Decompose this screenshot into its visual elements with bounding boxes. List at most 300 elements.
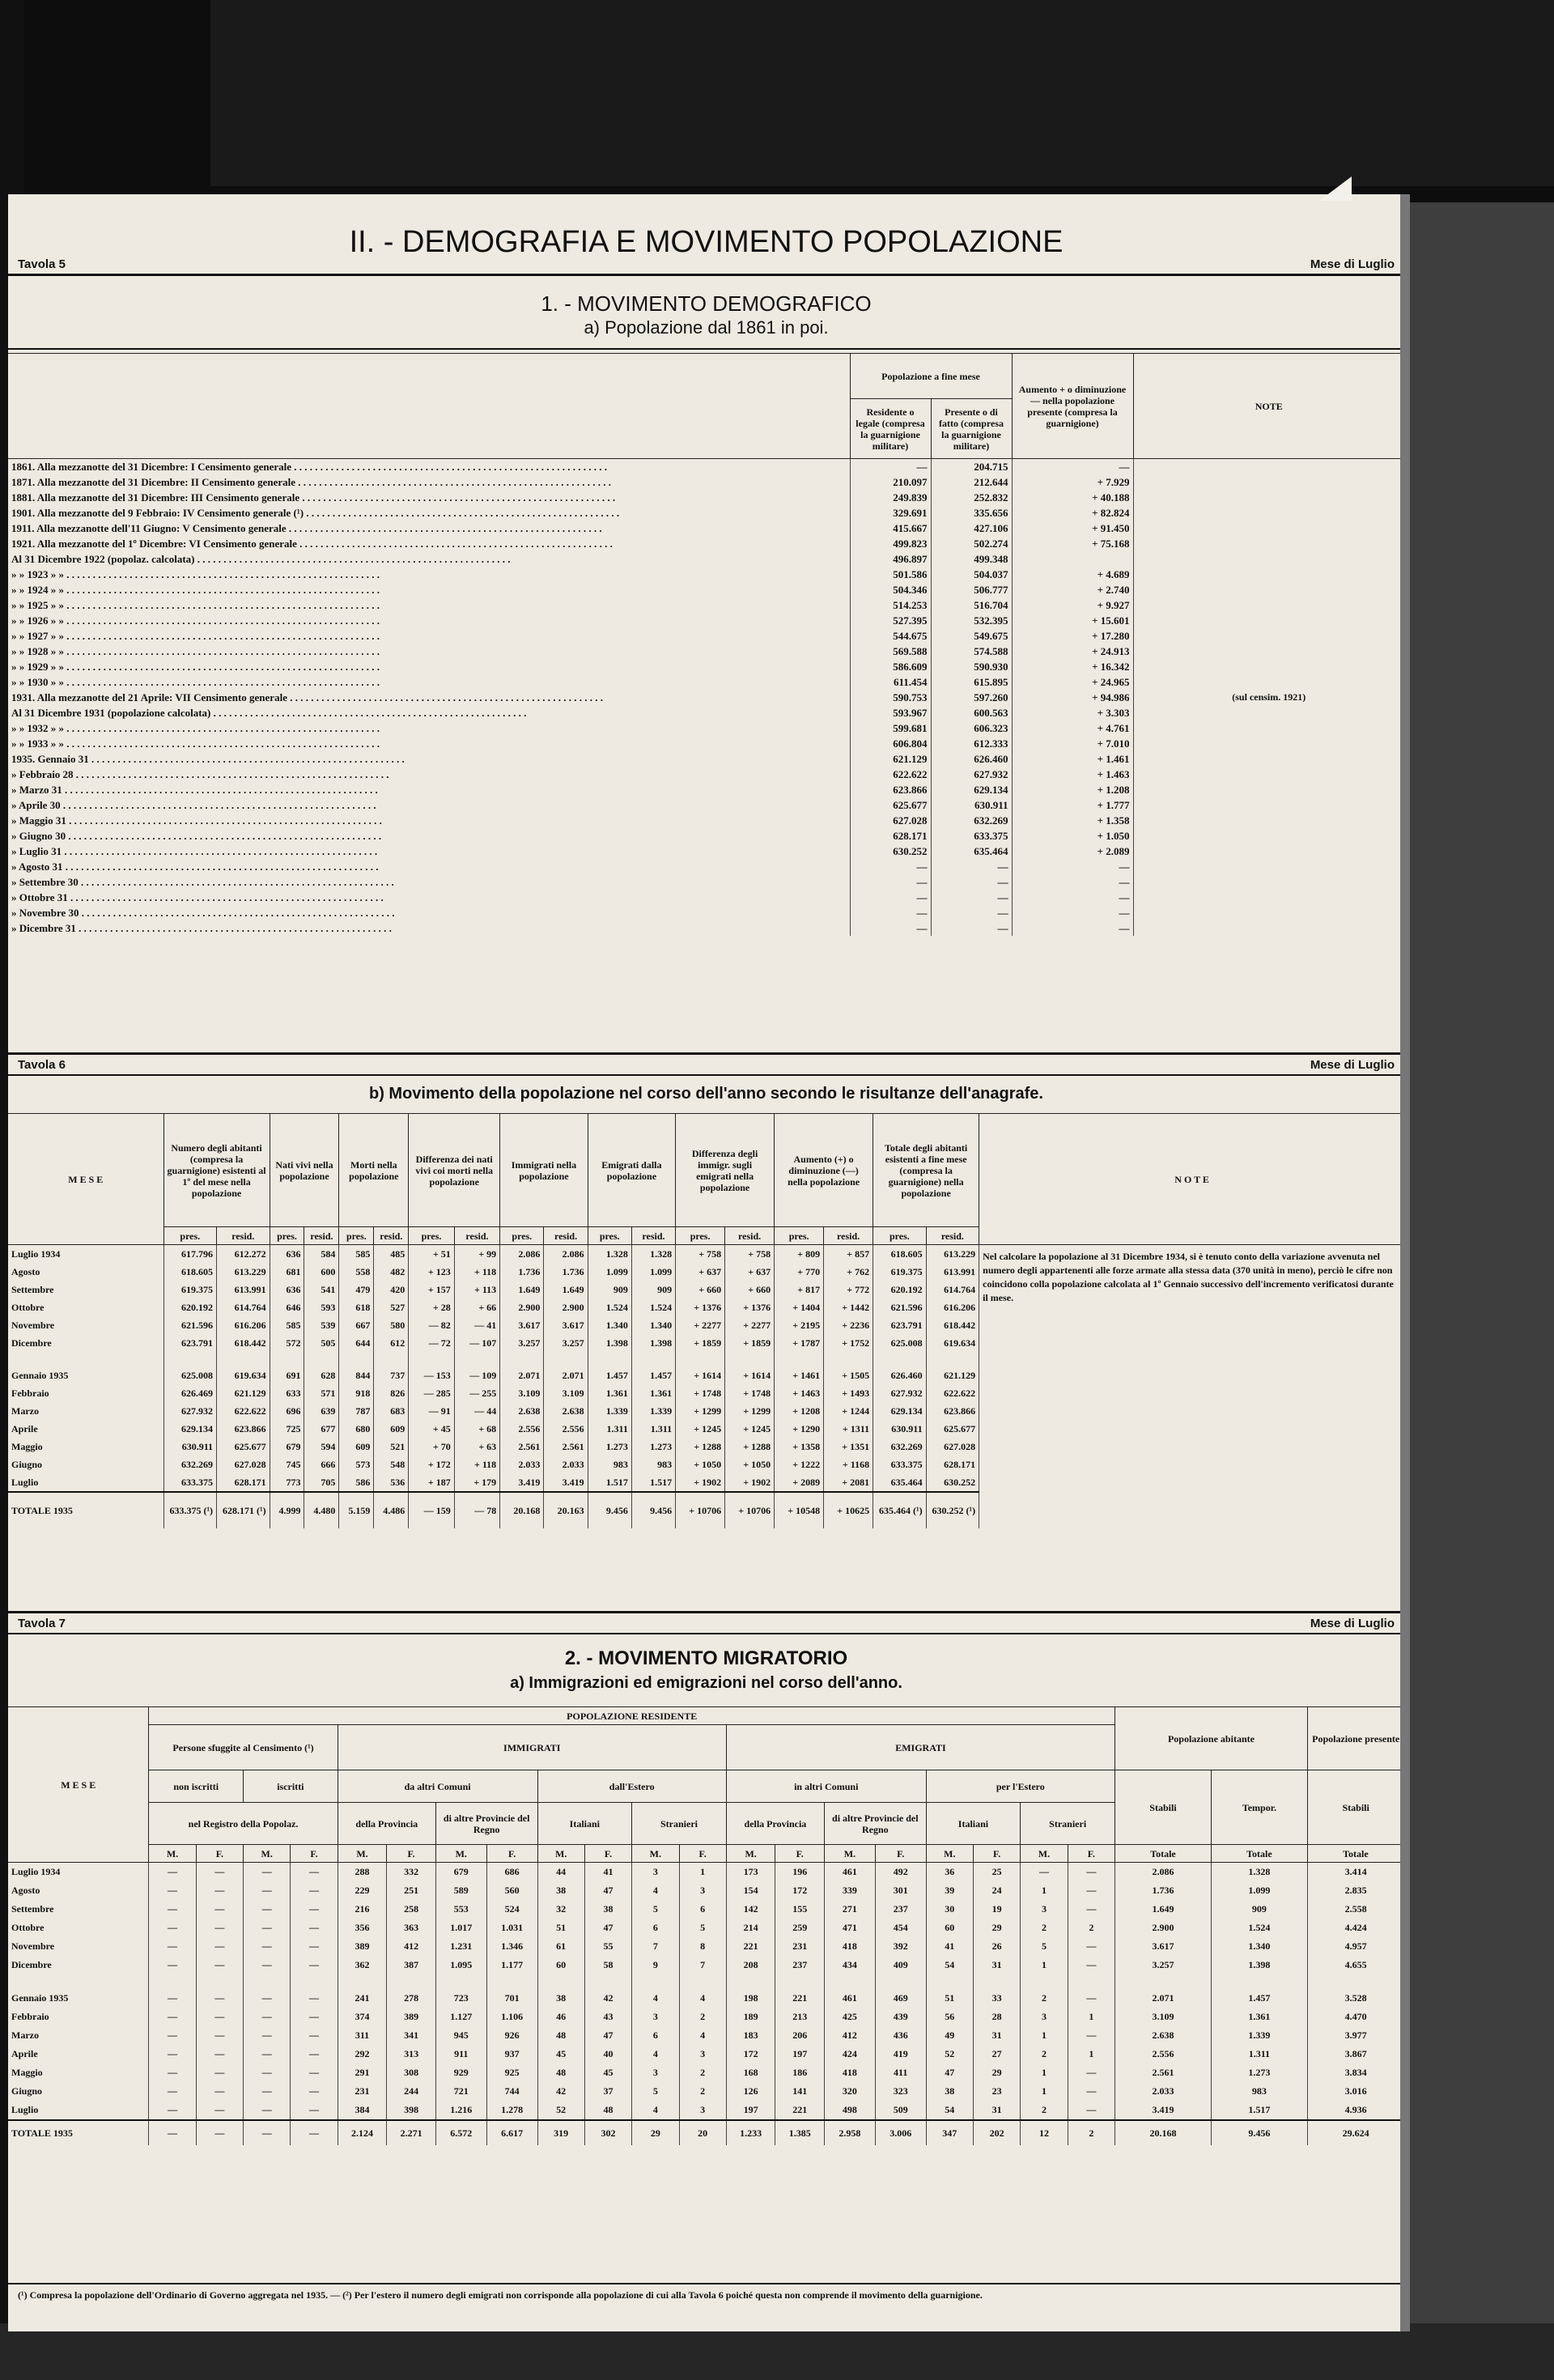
t3-f-header: F. — [196, 1845, 243, 1863]
t1-residente-cell: 329.691 — [850, 505, 931, 521]
t1-aumento-cell: + 24.965 — [1012, 674, 1133, 690]
t3-data-cell: 4 — [632, 1881, 679, 1900]
t3-data-cell: 126 — [726, 2082, 775, 2101]
t3-data-cell — [824, 1974, 875, 1989]
t2-sub-pres: pres. — [500, 1227, 544, 1245]
t3-data-cell: 292 — [338, 2045, 387, 2063]
t2-data-cell — [775, 1352, 824, 1366]
t3-data-cell: 38 — [584, 1900, 631, 1919]
t3-total-cell: 1.385 — [775, 2120, 825, 2145]
t3-data-cell: — — [1068, 2082, 1115, 2101]
t2-data-cell: 548 — [374, 1456, 409, 1473]
t3-data-cell: — — [244, 2101, 291, 2120]
t2-data-cell: 1.524 — [631, 1298, 675, 1316]
t3-data-cell: 41 — [584, 1863, 631, 1882]
t3-data-cell: 197 — [775, 2045, 825, 2063]
t3-data-cell: 454 — [875, 1919, 926, 1937]
t3-data-cell: 271 — [824, 1900, 875, 1919]
t1-label-cell: Al 31 Dicembre 1922 (popolaz. calcolata) . . . . . . . . . . . . . . . . . . . . . . . . . . . . . . . . . . . . . . . . . . . . . . . . . . . . . . . . . . . . — [11, 553, 511, 565]
t1-note-cell — [1133, 705, 1404, 720]
t2-data-cell: 619.375 — [163, 1281, 217, 1298]
t3-data-cell: 51 — [537, 1919, 584, 1937]
t2-data-cell: 2.900 — [544, 1298, 588, 1316]
t3-mese-cell: Novembre — [11, 1940, 55, 1952]
t2-data-cell: 623.791 — [873, 1316, 927, 1334]
t3-pop-residente-header: POPOLAZIONE RESIDENTE — [149, 1707, 1115, 1725]
t2-data-cell: 618.605 — [873, 1245, 927, 1264]
t2-data-cell: 622.622 — [217, 1402, 270, 1420]
t3-data-cell: 553 — [435, 1900, 486, 1919]
t3-data-cell: 3.834 — [1307, 2063, 1403, 2082]
t3-data-cell: 42 — [537, 2082, 584, 2101]
t1-label-cell: » Novembre 30 . . . . . . . . . . . . . . . . . . . . . . . . . . . . . . . . . . . . . . . . . . . . . . . . . . . . . . . . . . . . — [11, 907, 395, 919]
t2-mese-cell: Luglio 1934 — [11, 1248, 61, 1260]
t2-data-cell: — 107 — [454, 1334, 499, 1352]
t3-data-cell: 38 — [926, 2082, 973, 2101]
t1-label-cell: » » 1932 » » . . . . . . . . . . . . . . . . . . . . . . . . . . . . . . . . . . . . . . . . . . . . . . . . . . . . . . . . . . . . — [11, 722, 380, 734]
t2-mese-header: M E S E — [8, 1114, 163, 1245]
t1-presente-cell: 499.348 — [931, 551, 1012, 567]
t2-data-cell: 1.339 — [588, 1402, 631, 1420]
table-row — [8, 1989, 1404, 2008]
t3-data-cell: 8 — [679, 1937, 726, 1956]
t2-data-cell: + 1752 — [824, 1334, 873, 1352]
tavola7-rule2 — [8, 1633, 1404, 1634]
t2-total-cell: 9.456 — [588, 1492, 631, 1528]
t3-data-cell: 33 — [973, 1989, 1020, 2008]
t3-mese-header: M E S E — [8, 1707, 149, 1863]
t2-data-cell: + 1859 — [725, 1334, 775, 1352]
t3-mese-cell: Ottobre — [11, 1922, 45, 1933]
document-page — [8, 194, 1404, 2331]
t3-data-cell: 1.216 — [435, 2101, 486, 2120]
t2-data-cell: 636 — [270, 1245, 304, 1264]
t2-sub-pres: pres. — [676, 1227, 725, 1245]
t1-presente-cell: — — [931, 905, 1012, 920]
t3-f-header: F. — [486, 1845, 537, 1863]
t3-data-cell: 509 — [875, 2101, 926, 2120]
t3-data-cell: — — [291, 1919, 338, 1937]
t2-mese-cell — [8, 1352, 163, 1366]
t1-note-cell — [1133, 659, 1404, 674]
t2-data-cell: 633 — [270, 1384, 304, 1402]
t3-data-cell: 172 — [775, 1881, 825, 1900]
t1-aumento-cell: + 82.824 — [1012, 505, 1133, 521]
t1-presente-cell: 504.037 — [931, 567, 1012, 582]
t2-data-cell: 1.311 — [631, 1420, 675, 1438]
t3-data-cell: 208 — [726, 1956, 775, 1974]
t1-label-cell: » Dicembre 31 . . . . . . . . . . . . . . . . . . . . . . . . . . . . . . . . . . . . . . . . . . . . . . . . . . . . . . . . . . . . — [11, 922, 392, 934]
t1-label-cell: 1931. Alla mezzanotte del 21 Aprile: VII Censimento generale . . . . . . . . . . . . . . . . . . . . . . . . . . . . . . . . . . . . . . . . . . . . . . . . . . . . . . . . . . . . — [11, 691, 603, 703]
t3-data-cell: 1.177 — [486, 1956, 537, 1974]
t2-data-cell: 618.442 — [217, 1334, 270, 1352]
t1-presente-cell: 212.644 — [931, 474, 1012, 490]
t1-aumento-cell: — — [1012, 459, 1133, 475]
t3-f-header: F. — [973, 1845, 1020, 1863]
t3-total-cell: 20 — [679, 2120, 726, 2145]
t3-data-cell: 31 — [973, 2026, 1020, 2045]
t2-sub-resid: resid. — [926, 1227, 979, 1245]
t3-data-cell: 3 — [632, 1863, 679, 1882]
t3-data-cell: 251 — [387, 1881, 436, 1900]
t2-data-cell: 667 — [339, 1316, 374, 1334]
t3-data-cell: 4 — [679, 1989, 726, 2008]
t3-data-cell: 911 — [435, 2045, 486, 2063]
t3-data-cell: 1.736 — [1115, 1881, 1212, 1900]
t2-sub-pres: pres. — [270, 1227, 304, 1245]
t3-data-cell: 4 — [632, 2045, 679, 2063]
t2-data-cell: 773 — [270, 1473, 304, 1492]
t2-total-cell: 20.163 — [544, 1492, 588, 1528]
t1-aumento-cell: + 1.050 — [1012, 828, 1133, 844]
t3-f-header: F. — [875, 1845, 926, 1863]
t2-data-cell: 627.028 — [217, 1456, 270, 1473]
t2-data-cell: + 1208 — [775, 1402, 824, 1420]
t3-iscritti-header: iscritti — [244, 1770, 338, 1803]
t1-note-cell — [1133, 859, 1404, 874]
t1-label-cell: 1921. Alla mezzanotte del 1º Dicembre: VI Censimento generale . . . . . . . . . . . . . . . . . . . . . . . . . . . . . . . . . . . . . . . . . . . . . . . . . . . . . . . . . . . . — [11, 538, 613, 550]
t3-data-cell: 363 — [387, 1919, 436, 1937]
t3-data-cell: — — [196, 2045, 243, 2063]
tavola-5-label: Tavola 5 — [18, 257, 66, 271]
t1-presente-cell: 597.260 — [931, 690, 1012, 705]
t3-data-cell: 308 — [387, 2063, 436, 2082]
t2-data-cell — [339, 1352, 374, 1366]
header-rule — [8, 274, 1404, 276]
t2-data-cell: 628.171 — [217, 1473, 270, 1492]
t2-mese-cell: Dicembre — [11, 1337, 52, 1349]
table-row — [8, 844, 1404, 859]
footnote: (¹) Compresa la popolazione dell'Ordinario di Governo aggregata nel 1935. — (²) Per l'estero il numero degli emigrati non corrisponde alla popolazione di cui alla Tavola 6 poiché questa non comprende il movimento della guarnigione. — [18, 2289, 983, 2301]
t2-total-cell: 20.168 — [500, 1492, 544, 1528]
t2-mese-cell: Febbraio — [11, 1388, 49, 1399]
t1-label-cell: » » 1933 » » . . . . . . . . . . . . . . . . . . . . . . . . . . . . . . . . . . . . . . . . . . . . . . . . . . . . . . . . . . . . — [11, 737, 380, 750]
t2-data-cell: 787 — [339, 1402, 374, 1420]
t2-data-cell: 630.252 — [926, 1473, 979, 1492]
t1-aumento-cell: + 1.358 — [1012, 813, 1133, 828]
t1-label-cell: » Ottobre 31 . . . . . . . . . . . . . . . . . . . . . . . . . . . . . . . . . . . . . . . . . . . . . . . . . . . . . . . . . . . . — [11, 891, 384, 903]
t2-data-cell: 1.273 — [588, 1438, 631, 1456]
t2-data-cell: 584 — [304, 1245, 339, 1264]
table-row — [8, 736, 1404, 751]
t3-data-cell: 2 — [1021, 1919, 1068, 1937]
t2-data-cell: 625.008 — [873, 1334, 927, 1352]
t3-data-cell: 3.016 — [1307, 2082, 1403, 2101]
t3-data-cell: — — [1068, 2026, 1115, 2045]
t1-note-cell — [1133, 567, 1404, 582]
t3-mese-cell: Luglio 1934 — [11, 1866, 61, 1877]
t1-note-header: NOTE — [1133, 354, 1404, 459]
t2-data-cell: 737 — [374, 1366, 409, 1384]
t2-data-cell: + 660 — [725, 1281, 775, 1298]
t1-presente-cell: 516.704 — [931, 597, 1012, 613]
t1-residente-cell: 606.804 — [850, 736, 931, 751]
t3-data-cell: 424 — [824, 2045, 875, 2063]
t2-data-cell: 705 — [304, 1473, 339, 1492]
t3-data-cell: 418 — [824, 2063, 875, 2082]
t2-data-cell — [163, 1352, 217, 1366]
t3-data-cell: 237 — [875, 1900, 926, 1919]
t1-residente-header: Residente o legale (compresa la guarnigione militare) — [850, 399, 931, 459]
t3-data-cell: 221 — [726, 1937, 775, 1956]
t3-data-cell: 288 — [338, 1863, 387, 1882]
t3-total-cell: 2.124 — [338, 2120, 387, 2145]
t1-note-cell — [1133, 490, 1404, 505]
t3-data-cell: 1.517 — [1211, 2101, 1307, 2120]
table-row — [8, 2008, 1404, 2026]
t1-residente-cell: 496.897 — [850, 551, 931, 567]
t2-data-cell: 1.524 — [588, 1298, 631, 1316]
t3-data-cell: 925 — [486, 2063, 537, 2082]
t1-note-cell — [1133, 782, 1404, 797]
t3-data-cell: 36 — [926, 1863, 973, 1882]
t1-residente-cell: 590.753 — [850, 690, 931, 705]
t1-note-cell — [1133, 874, 1404, 890]
t2-data-cell: + 809 — [775, 1245, 824, 1264]
table-total-row — [8, 2120, 1404, 2145]
t1-aumento-cell: + 2.740 — [1012, 582, 1133, 597]
t1-presente-cell: 615.895 — [931, 674, 1012, 690]
t3-data-cell — [537, 1974, 584, 1989]
t3-data-cell: 24 — [973, 1881, 1020, 1900]
t2-data-cell: 1.311 — [588, 1420, 631, 1438]
t3-data-cell: 47 — [584, 2026, 631, 2045]
tavola7-title: 2. - MOVIMENTO MIGRATORIO — [564, 1647, 848, 1669]
t2-data-cell: 586 — [339, 1473, 374, 1492]
t3-m-header: M. — [435, 1845, 486, 1863]
t3-data-cell: 2 — [679, 2008, 726, 2026]
t2-data-cell: + 99 — [454, 1245, 499, 1264]
t2-data-cell: + 123 — [409, 1263, 454, 1281]
t2-data-cell: + 1245 — [676, 1420, 725, 1438]
t3-data-cell: — — [244, 2008, 291, 2026]
t2-data-cell: 558 — [339, 1263, 374, 1281]
t1-label-cell: » » 1925 » » . . . . . . . . . . . . . . . . . . . . . . . . . . . . . . . . . . . . . . . . . . . . . . . . . . . . . . . . . . . . — [11, 599, 380, 611]
t2-data-cell: + 772 — [824, 1281, 873, 1298]
t3-data-cell: 168 — [726, 2063, 775, 2082]
t2-sub-resid: resid. — [374, 1227, 409, 1245]
t3-totale-header: Totale — [1211, 1845, 1307, 1863]
t1-aumento-cell: + 15.601 — [1012, 613, 1133, 628]
t2-data-cell: 541 — [304, 1281, 339, 1298]
t3-data-cell: 3.977 — [1307, 2026, 1403, 2045]
t1-residente-cell: 611.454 — [850, 674, 931, 690]
t1-label-cell: » Luglio 31 . . . . . . . . . . . . . . . . . . . . . . . . . . . . . . . . . . . . . . . . . . . . . . . . . . . . . . . . . . . . — [11, 845, 378, 857]
t3-data-cell: 929 — [435, 2063, 486, 2082]
t3-data-cell — [435, 1974, 486, 1989]
t3-f-header: F. — [679, 1845, 726, 1863]
t2-data-cell: 666 — [304, 1456, 339, 1473]
t2-data-cell: + 1376 — [725, 1298, 775, 1316]
t3-data-cell: — — [244, 2063, 291, 2082]
t1-residente-cell: 501.586 — [850, 567, 931, 582]
t1-label-cell: Al 31 Dicembre 1931 (popolazione calcolata) . . . . . . . . . . . . . . . . . . . . . . . . . . . . . . . . . . . . . . . . . . . . . . . . . . . . . . . . . . . . — [11, 707, 527, 719]
t3-data-cell: — — [244, 2045, 291, 2063]
t2-data-cell: 1.099 — [631, 1263, 675, 1281]
tavola6-rule2 — [8, 1074, 1404, 1076]
t3-data-cell: 52 — [926, 2045, 973, 2063]
t3-data-cell: — — [291, 1863, 338, 1882]
t2-data-cell: 725 — [270, 1420, 304, 1438]
t3-data-cell: 1.524 — [1211, 1919, 1307, 1937]
t2-data-cell: 918 — [339, 1384, 374, 1402]
t1-label-cell: » Giugno 30 . . . . . . . . . . . . . . . . . . . . . . . . . . . . . . . . . . . . . . . . . . . . . . . . . . . . . . . . . . . . — [11, 830, 382, 842]
t2-data-cell — [631, 1352, 675, 1366]
t2-data-cell: 1.273 — [631, 1438, 675, 1456]
t2-sub-resid: resid. — [454, 1227, 499, 1245]
t2-data-cell: 909 — [588, 1281, 631, 1298]
t3-mf-row — [8, 1845, 1404, 1863]
t3-data-cell — [244, 1974, 291, 1989]
t3-data-cell — [486, 1974, 537, 1989]
tavola6-subtitle: b) Movimento della popolazione nel corso dell'anno secondo le risultanze dell'anagrafe. — [369, 1085, 1043, 1103]
t3-totale-header: Totale — [1115, 1845, 1212, 1863]
t2-data-cell: 3.257 — [544, 1334, 588, 1352]
t1-presente-cell: 600.563 — [931, 705, 1012, 720]
t3-mese-cell: Maggio — [11, 2067, 43, 2078]
t2-data-cell: + 1859 — [676, 1334, 725, 1352]
t3-data-cell: 926 — [486, 2026, 537, 2045]
t3-data-cell: — — [1068, 2101, 1115, 2120]
t3-mese-cell: Luglio — [11, 2104, 39, 2115]
t3-data-cell: 2.086 — [1115, 1863, 1212, 1882]
t2-data-cell: 3.617 — [544, 1316, 588, 1334]
t3-data-cell: — — [196, 2082, 243, 2101]
t1-residente-cell: 544.675 — [850, 628, 931, 644]
t1-note-cell — [1133, 597, 1404, 613]
t3-data-cell: 2.071 — [1115, 1989, 1212, 2008]
t3-stranieri-header: Stranieri — [632, 1803, 727, 1845]
t3-data-cell: 1 — [1068, 2008, 1115, 2026]
t3-data-cell: 56 — [926, 2008, 973, 2026]
t3-data-cell: 418 — [824, 1937, 875, 1956]
t3-data-cell: 384 — [338, 2101, 387, 2120]
t2-totale-header: Totale degli abitanti esistenti a fine mese (compresa la guarnigione) nella popolazione — [873, 1114, 979, 1227]
t3-data-cell: 409 — [875, 1956, 926, 1974]
t3-data-cell — [775, 1974, 825, 1989]
t2-data-cell: 585 — [270, 1316, 304, 1334]
t3-da-altri-header: da altri Comuni — [338, 1770, 537, 1803]
t3-total-cell: 12 — [1021, 2120, 1068, 2145]
t3-data-cell — [196, 1974, 243, 1989]
t3-data-cell: 1.311 — [1211, 2045, 1307, 2063]
t3-data-cell: 4.957 — [1307, 1937, 1403, 1956]
t2-data-cell: 1.649 — [544, 1281, 588, 1298]
t2-mese-cell: Agosto — [11, 1266, 40, 1277]
t1-residente-cell: 499.823 — [850, 536, 931, 551]
t2-data-cell: + 762 — [824, 1263, 873, 1281]
t2-data-cell: 633.375 — [873, 1456, 927, 1473]
t3-data-cell: 45 — [584, 2063, 631, 2082]
t2-data-cell: 2.033 — [500, 1456, 544, 1473]
t3-data-cell: 29 — [973, 2063, 1020, 2082]
t3-m-header: M. — [632, 1845, 679, 1863]
t3-data-cell: 1.231 — [435, 1937, 486, 1956]
t3-data-cell: 412 — [387, 1937, 436, 1956]
table-row — [8, 720, 1404, 736]
t3-data-cell: 37 — [584, 2082, 631, 2101]
t3-data-cell: 389 — [387, 2008, 436, 2026]
t2-data-cell: + 2277 — [725, 1316, 775, 1334]
t2-data-cell: 623.791 — [163, 1334, 217, 1352]
table-row — [8, 1881, 1404, 1900]
t2-data-cell: + 857 — [824, 1245, 873, 1264]
t3-mese-cell: Dicembre — [11, 1959, 52, 1970]
scan-background-bottom — [0, 2323, 1554, 2380]
t2-data-cell: + 1461 — [775, 1366, 824, 1384]
table-row — [8, 751, 1404, 767]
t3-total-cell: — — [149, 2120, 196, 2145]
t3-f-header: F. — [584, 1845, 631, 1863]
t3-total-cell: 202 — [973, 2120, 1020, 2145]
t2-data-cell: + 2195 — [775, 1316, 824, 1334]
t3-data-cell: 471 — [824, 1919, 875, 1937]
t3-data-cell: 244 — [387, 2082, 436, 2101]
t3-total-cell: 6.617 — [486, 2120, 537, 2145]
t3-pop-presente-header: Popolazione presente — [1307, 1707, 1403, 1770]
t2-total-cell: 4.486 — [374, 1492, 409, 1528]
t2-data-cell: 2.638 — [500, 1402, 544, 1420]
t3-data-cell: 937 — [486, 2045, 537, 2063]
table-row — [8, 2101, 1404, 2120]
t2-data-cell: 622.622 — [926, 1384, 979, 1402]
t3-data-cell: 54 — [926, 1956, 973, 1974]
t1-aumento-cell: — — [1012, 874, 1133, 890]
t3-data-cell: 258 — [387, 1900, 436, 1919]
t2-diff-header: Differenza dei nati vivi coi morti nella popolazione — [409, 1114, 500, 1227]
t1-label-cell: » » 1930 » » . . . . . . . . . . . . . . . . . . . . . . . . . . . . . . . . . . . . . . . . . . . . . . . . . . . . . . . . . . . . — [11, 676, 380, 688]
t3-data-cell: 29 — [973, 1919, 1020, 1937]
t2-data-cell: 613.229 — [217, 1263, 270, 1281]
t1-residente-cell: — — [850, 859, 931, 874]
t2-data-cell: 620.192 — [163, 1298, 217, 1316]
t2-numero-header: Numero degli abitanti (compresa la guarnigione) esistenti al 1º del mese nella popolazione — [163, 1114, 270, 1227]
t3-data-cell: 196 — [775, 1863, 825, 1882]
t3-data-cell: 206 — [775, 2026, 825, 2045]
t3-data-cell: 4.470 — [1307, 2008, 1403, 2026]
t2-data-cell: 1.340 — [588, 1316, 631, 1334]
t2-data-cell: + 637 — [725, 1263, 775, 1281]
t2-data-cell: 521 — [374, 1438, 409, 1456]
t2-data-cell: 625.677 — [217, 1438, 270, 1456]
t3-data-cell: — — [149, 2101, 196, 2120]
t1-label-cell: » Febbraio 28 . . . . . . . . . . . . . . . . . . . . . . . . . . . . . . . . . . . . . . . . . . . . . . . . . . . . . . . . . . . . — [11, 768, 389, 780]
t3-data-cell: 19 — [973, 1900, 1020, 1919]
t1-presente-cell: 630.911 — [931, 797, 1012, 813]
t3-data-cell: — — [196, 2026, 243, 2045]
t3-data-cell: 155 — [775, 1900, 825, 1919]
t3-data-cell: 983 — [1211, 2082, 1307, 2101]
t3-data-cell: — — [196, 2101, 243, 2120]
t2-data-cell: 635.464 — [873, 1473, 927, 1492]
tavola6-rule — [8, 1052, 1404, 1055]
t2-data-cell: + 1050 — [725, 1456, 775, 1473]
t3-total-cell: — — [196, 2120, 243, 2145]
table-row — [8, 490, 1404, 505]
t3-italiani-em-header: Italiani — [926, 1803, 1021, 1845]
table-row — [8, 628, 1404, 644]
t2-data-cell: 616.206 — [217, 1316, 270, 1334]
t2-data-cell: + 1902 — [725, 1473, 775, 1492]
t3-data-cell: 45 — [537, 2045, 584, 2063]
t3-data-cell: 3 — [679, 2101, 726, 2120]
t2-data-cell: 628.171 — [926, 1456, 979, 1473]
t3-data-cell: 3.419 — [1115, 2101, 1212, 2120]
t3-f-header: F. — [1068, 1845, 1115, 1863]
t3-data-cell: 183 — [726, 2026, 775, 2045]
table-row — [8, 690, 1404, 705]
t2-data-cell: — 153 — [409, 1366, 454, 1384]
